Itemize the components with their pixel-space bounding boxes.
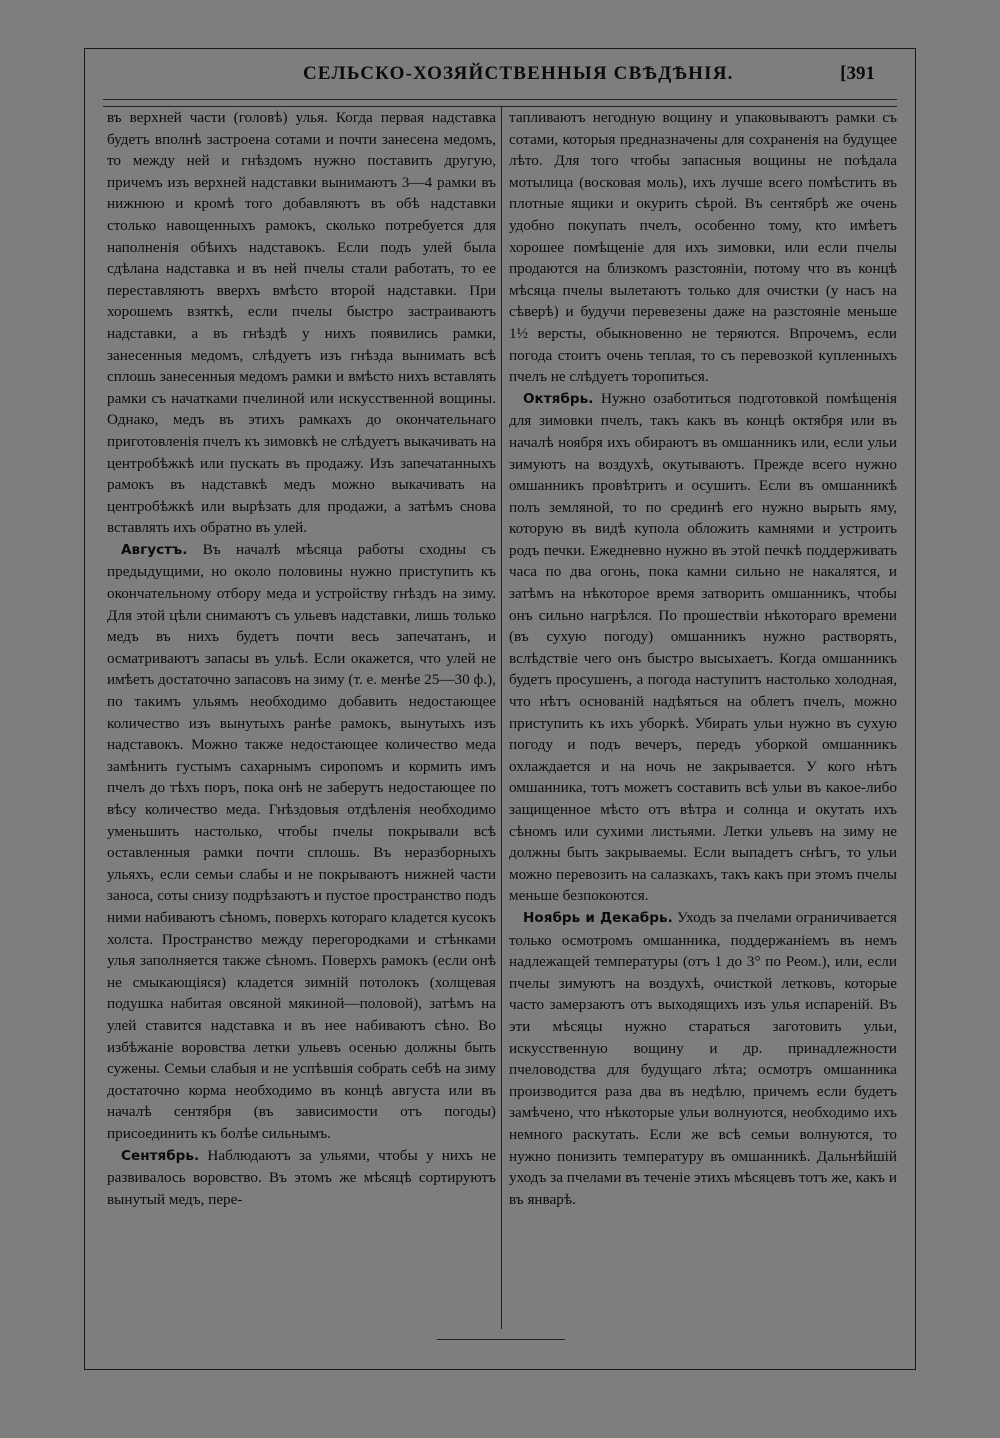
paragraph-september-cont: тапливаютъ негодную вощину и упаковываютъ рамки съ сотами, которыя предназначены для сохраненія на будущее лѣто. Для того чтобы запасныя вощины не поѣдала мотылица (восковая моль), ихъ лучше всего помѣстить въ плотные ящики и окурить сѣрой. Въ сентябрѣ же очень удобно покупать пчелъ, особенно тому, кто имѣетъ хорошее помѣщеніе для ихъ зимовки, или если пчелы продаются на близкомъ разстояніи, потому что въ концѣ мѣсяца пчелы вылетаютъ только для очистки (у насъ на сѣверѣ) и будучи перевезены даже на разстояніе меньше 1½ версты, обыкновенно не теряются. Впрочемъ, если погода стоитъ очень теплая, то съ перевозкой купленныхъ пчелъ не слѣдуетъ торопиться. bbox=[509, 109, 897, 386]
month-heading-nov-dec: Ноябрь и Декабрь. bbox=[523, 909, 673, 926]
paragraph-october bbox=[509, 388, 897, 907]
paragraph-hive-supers: въ верхней части (головѣ) улья. Когда первая надставка будетъ вполнѣ застроена сотами и почти занесена медомъ, то между ней и гнѣздомъ нужно поставить другую, причемъ изъ верхней надставки вынимаютъ 3—4 рамки въ нижнюю и кромѣ того добавляютъ въ обѣ надставки столько навощенныхъ рамокъ, сколько потребуется для наполненія обѣихъ надставокъ. Если подъ улей была сдѣлана надставка и въ ней пчелы стали работать, то ее переставляютъ вверхъ вмѣсто второй надставки. При хорошемъ взяткѣ, если пчелы быстро застраиваютъ надставки, а въ гнѣздѣ у нихъ появились рамки, занесенныя медомъ, слѣдуетъ изъ гнѣзда вынимать всѣ сплошь занесенныя медомъ рамки и вмѣсто нихъ вставлять рамки съ начатками пчелиной или искусственной вощины. Однако, медъ въ этихъ рамкахъ до окончательнаго приготовленія пчелъ къ зимовкѣ не слѣдуетъ выкачивать на центробѣжкѣ или пускать въ продажу. Изъ запечатанныхъ рамокъ въ надставкѣ медъ можно выкачивать на центробѣжкѣ или вырѣзать для продажи, а затѣмъ снова вставлять ихъ обратно въ улей. bbox=[107, 109, 496, 537]
paragraph-nov-dec-text: Уходъ за пчелами ограничивается только осмотромъ омшанника, поддержаніемъ въ немъ надлежащей температуры (отъ 1 до 3° по Реом.), или, если пчелы зимуютъ на воздухѣ, очисткой летковъ, которые часто замерзаютъ отъ выходящихъ изъ улья испареній. Въ эти мѣсяцы нужно стараться заготовить ульи, искусственную вощину и др. принадлежности пчеловодства для будущаго лѣта; осмотръ омшанника производится раза два въ недѣлю, причемъ если будетъ замѣчено, что нѣкоторые ульи волнуются, необходимо ихъ немного раскутать. Если же всѣ семьи волнуются, то нужно понизить температуру въ омшанникѣ. Дальнѣйшій уходъ за пчелами въ теченіе этихъ мѣсяцевъ тотъ же, какъ и въ январѣ. bbox=[509, 908, 897, 1208]
paragraph-september bbox=[107, 1145, 496, 1211]
paragraph-august-text: Въ началѣ мѣсяца работы сходны съ предыдущими, но около половины нужно приступить къ окончательному отбору меда и устройству гнѣздъ на зиму. Для этой цѣли снимаютъ съ ульевъ надставки, лишь только медъ въ нихъ будетъ почти весь запечатанъ, и осматриваютъ запасы въ ульѣ. Если окажется, что улей не имѣетъ достаточно запасовъ на зиму (т. е. менѣе 25—30 ф.), по такимъ ульямъ необходимо добавить недостающее количество изъ вынутыхъ ранѣе рамокъ, вынутыхъ изъ надставокъ. Можно также недостающее количество меда замѣнить густымъ сахарнымъ сиропомъ и кормить имъ пчелъ до тѣхъ поръ, пока онѣ не заберутъ недостающее по вѣсу количество меда. Гнѣздовыя отдѣленія необходимо уменьшить настолько, чтобы пчелы покрывали всѣ оставленныя рамки почти сплошь. Въ неразборныхъ ульяхъ, если семьи слабы и не покрываютъ нижней части заноса, соты снизу подрѣзаютъ и пустое пространство подъ ними набиваютъ сѣномъ, поверхъ котораго кладется кусокъ холста. Пространство между перегородками и стѣнками улья заполняется также сѣномъ. Поверхъ рамокъ (если онѣ не смыкающіяся) кладется зимній потолокъ (холщевая подушка набитая овсяной мякиной—половой), затѣмъ на улей ставится надставка и въ нее набиваютъ сѣно. Во избѣжаніе воровства летки ульевъ осенью должны быть сужены. Семьи слабыя и не успѣвшія собрать себѣ на зиму достаточно корма необходимо въ концѣ августа или въ началѣ сентября (въ зависимости отъ погоды) присоединить къ болѣе сильнымъ. bbox=[107, 540, 496, 1142]
paragraph-nov-dec bbox=[509, 907, 897, 1210]
right-column bbox=[509, 107, 897, 1210]
page-number: [391 bbox=[840, 63, 875, 84]
paragraph-august bbox=[107, 539, 496, 1145]
paragraph-october-text: Нужно озаботиться подготовкой помѣщенія для зимовки пчелъ, такъ какъ въ концѣ октября или въ началѣ ноября ихъ обираютъ въ омшанникъ или, если ульи зимуютъ на воздухѣ, окутываютъ. Прежде всего нужно омшанникъ провѣтрить и осушить. Если въ омшанникѣ полъ земляной, то по срединѣ его нужно вырыть яму, которую въ видѣ купола обложить камнями и устроить родъ печки. Ежедневно нужно въ этой печкѣ поддерживать часа по два огонь, пока камни сильно не накалятся, и затѣмъ на нѣкоторое время затворить омшанникъ, чтобы онъ сильно нагрѣлся. По прошествіи нѣкотораго времени (въ сухую погоду) омшанникъ нужно растворять, вслѣдствіе чего онъ быстро высыхаетъ. Когда омшанникъ будетъ просушенъ, а погода наступитъ настолько холодная, что нѣтъ основаній надѣяться на облетъ пчелъ, можно приступить къ ихъ уборкѣ. Убирать ульи нужно въ сухую погоду и подъ вечеръ, передъ уборкой омшанникъ охлаждается и на ночь не закрывается. У кого нѣтъ омшанника, тотъ можетъ составить всѣ ульи въ какое-либо защищенное мѣсто отъ вѣтра и солнца и окутать ихъ сѣномъ или сухими листьями. Летки ульевъ на зиму не должны быть закрываемы. Если выпадетъ снѣгъ, то ульи можно перевозить на салазкахъ, такъ какъ при этомъ пчелы меньше безпокоются. bbox=[509, 389, 897, 905]
month-heading-august: Августъ. bbox=[121, 541, 188, 558]
footer-rule bbox=[437, 1339, 565, 1340]
paragraph-september-text: Наблюдаютъ за ульями, чтобы у нихъ не развивалось воровство. Въ этомъ же мѣсяцѣ сортируютъ вынутый медъ, пере- bbox=[107, 1146, 496, 1208]
column-divider bbox=[501, 107, 502, 1329]
running-title: СЕЛЬСКО-ХОЗЯЙСТВЕННЫЯ СВѢДѢНІЯ. bbox=[303, 63, 734, 84]
page-frame bbox=[84, 48, 916, 1370]
left-column bbox=[107, 107, 496, 1210]
month-heading-october: Октябрь. bbox=[523, 390, 594, 407]
month-heading-september: Сентябрь. bbox=[121, 1147, 200, 1164]
header-rule bbox=[103, 99, 897, 107]
running-header bbox=[85, 63, 915, 103]
